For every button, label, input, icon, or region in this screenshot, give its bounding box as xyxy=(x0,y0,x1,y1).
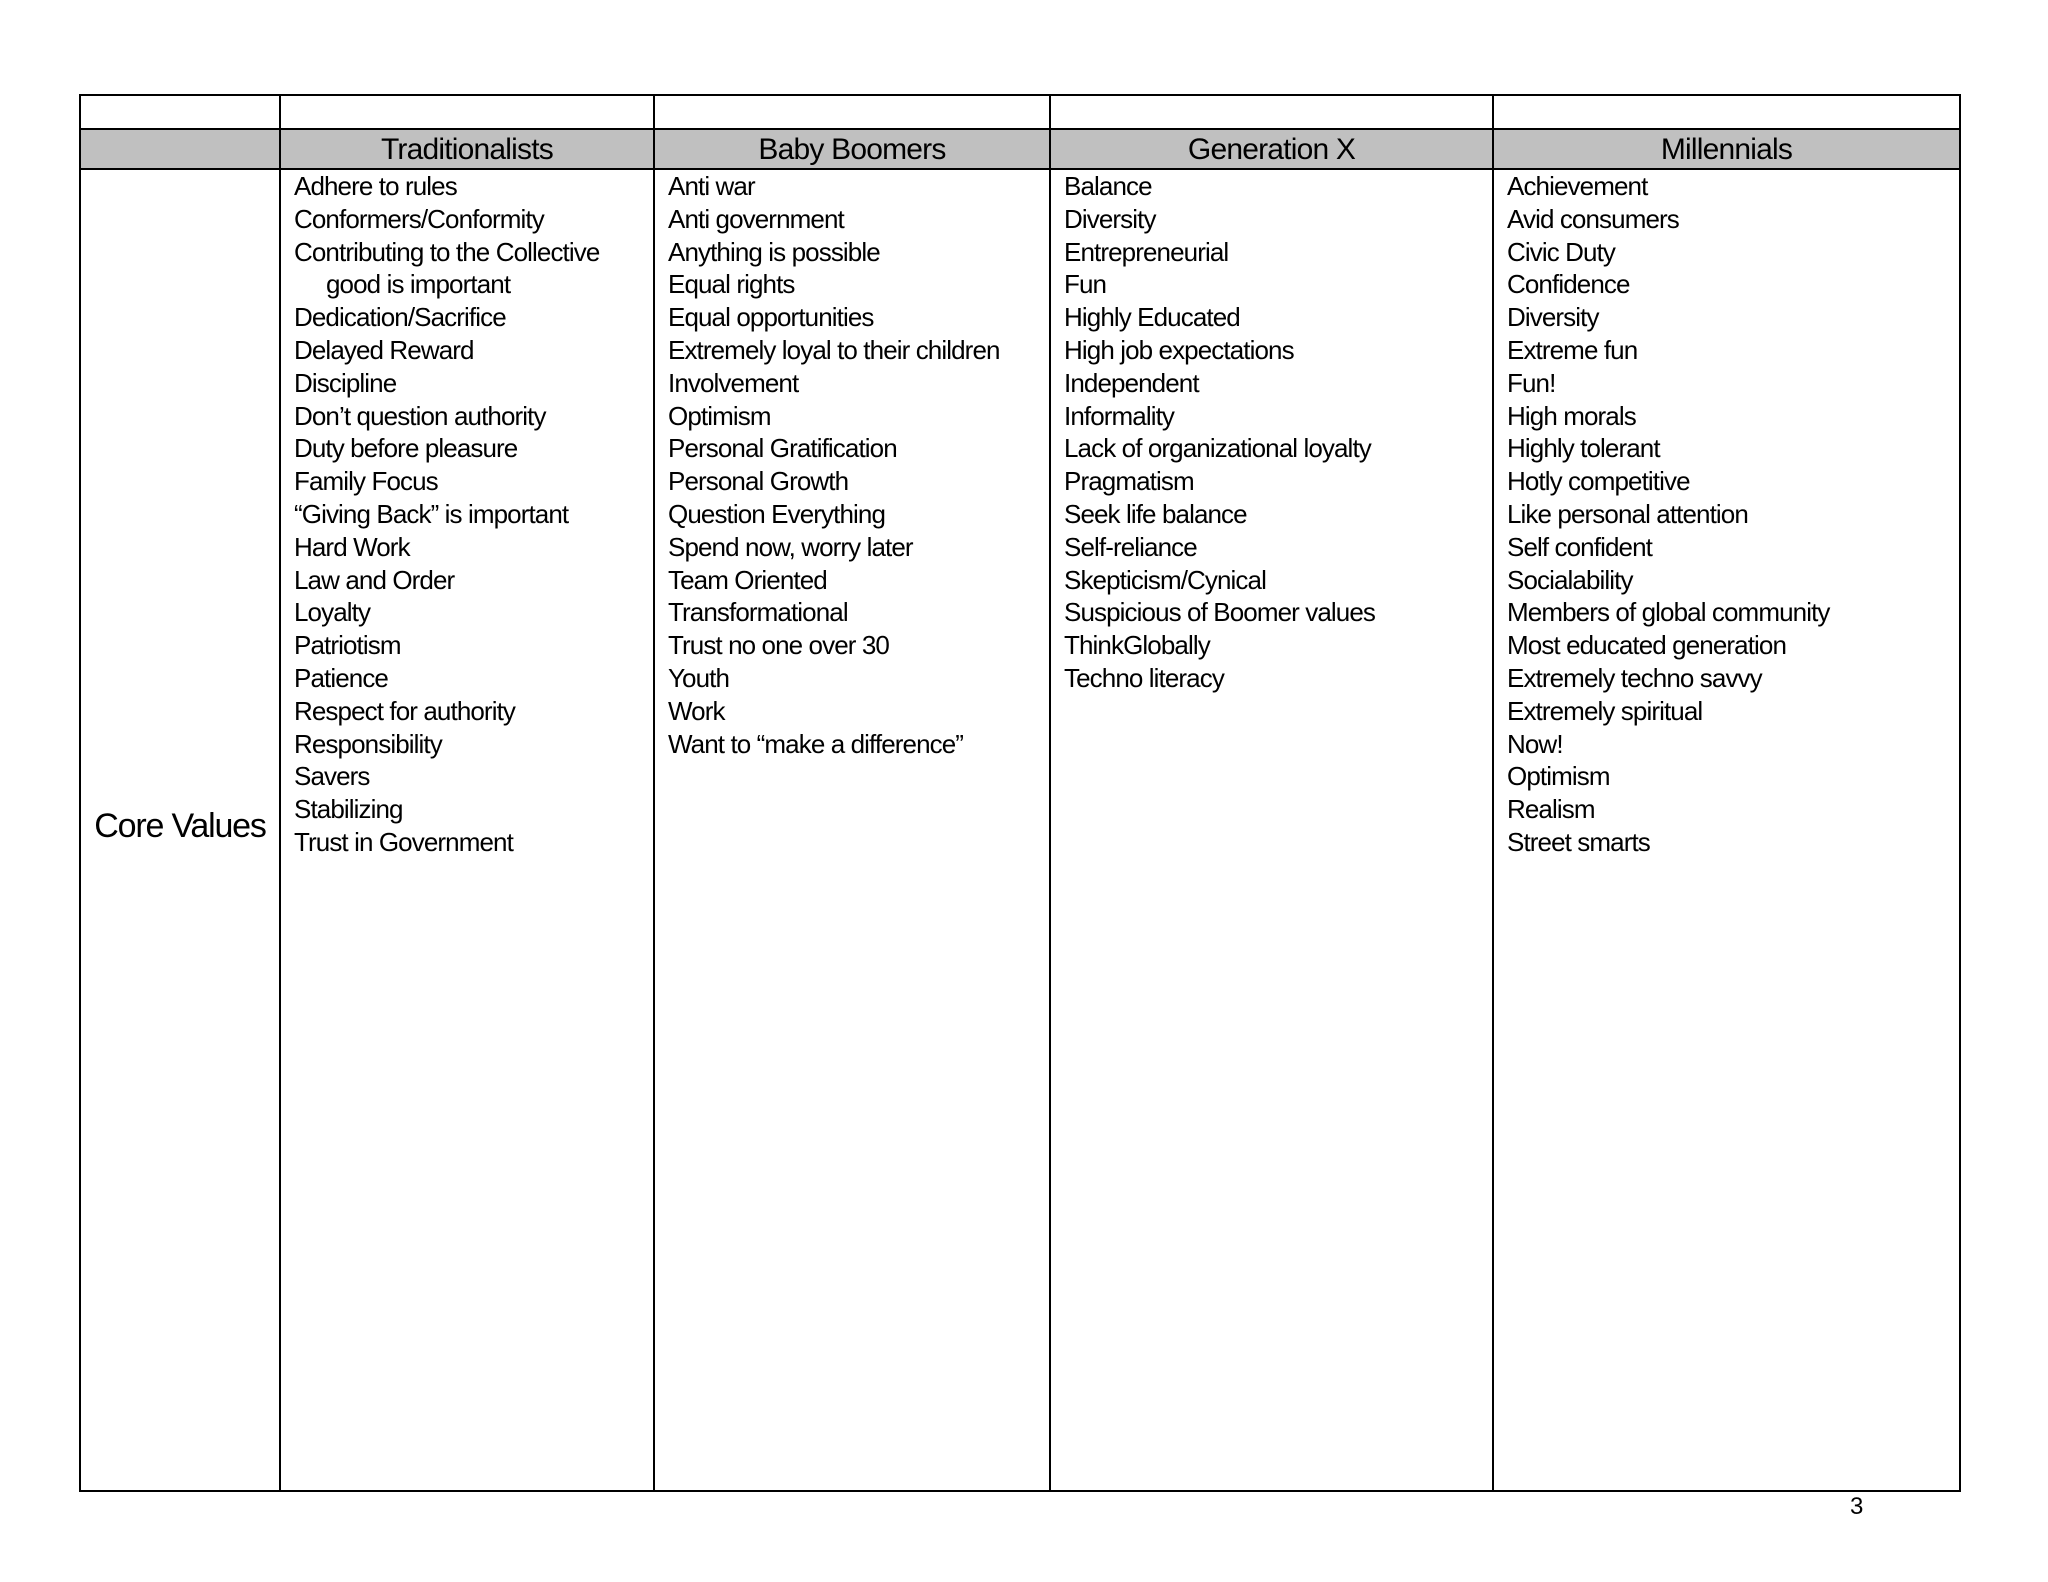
value-item: Fun xyxy=(1064,269,1107,300)
value-item: High morals xyxy=(1507,400,1636,431)
header-baby-boomers: Baby Boomers xyxy=(654,129,1050,169)
header-millennials: Millennials xyxy=(1493,129,1960,169)
baby-boomers-values xyxy=(655,170,1049,760)
header-generation-x: Generation X xyxy=(1050,129,1493,169)
value-item: High job expectations xyxy=(1064,334,1294,365)
value-item: Spend now, worry later xyxy=(668,531,913,562)
value-item: ThinkGlobally xyxy=(1064,630,1210,661)
generation-x-values xyxy=(1051,170,1492,695)
value-item: Involvement xyxy=(668,367,799,398)
value-item: Law and Order xyxy=(294,564,455,595)
blank-cell xyxy=(280,95,654,129)
value-item: Want to “make a difference” xyxy=(668,728,964,759)
value-item: Self confident xyxy=(1507,531,1652,562)
value-item: Delayed Reward xyxy=(294,334,474,365)
value-item: Conformers/Conformity xyxy=(294,203,544,234)
header-corner-cell xyxy=(80,129,280,169)
value-item: Informality xyxy=(1064,400,1175,431)
value-item: Diversity xyxy=(1064,203,1156,234)
core-values-row xyxy=(80,169,1960,1491)
value-item: Contributing to the Collective xyxy=(294,236,600,267)
value-item: Optimism xyxy=(668,400,771,431)
value-item: Question Everything xyxy=(668,498,886,529)
blank-top-row xyxy=(80,95,1960,129)
value-item: Entrepreneurial xyxy=(1064,236,1229,267)
value-item: Anti government xyxy=(668,203,844,234)
blank-cell xyxy=(1493,95,1960,129)
value-item: Highly Educated xyxy=(1064,302,1240,333)
generations-table xyxy=(79,94,1961,1492)
value-item: Highly tolerant xyxy=(1507,433,1660,464)
value-item: Extremely techno savvy xyxy=(1507,662,1762,693)
value-item: Realism xyxy=(1507,794,1595,825)
value-item: Street smarts xyxy=(1507,826,1650,857)
value-item: Like personal attention xyxy=(1507,498,1748,529)
value-item: good is important xyxy=(326,269,511,300)
value-item: Equal rights xyxy=(668,269,795,300)
value-item: Balance xyxy=(1064,171,1152,201)
value-item: Extreme fun xyxy=(1507,334,1638,365)
value-item: Now! xyxy=(1507,728,1563,759)
value-item: Savers xyxy=(294,761,370,792)
value-item: Dedication/Sacrifice xyxy=(294,302,506,333)
header-row xyxy=(80,129,1960,169)
value-item: Techno literacy xyxy=(1064,662,1224,693)
blank-cell xyxy=(654,95,1050,129)
value-item: Loyalty xyxy=(294,597,371,628)
value-item: Members of global community xyxy=(1507,597,1830,628)
value-item: Hard Work xyxy=(294,531,410,562)
value-item: Work xyxy=(668,695,725,726)
row-label-core-values: Core Values xyxy=(80,169,280,1491)
value-item: “Giving Back” is important xyxy=(294,498,569,529)
value-item: Anti war xyxy=(668,171,755,201)
value-item: Family Focus xyxy=(294,466,438,497)
millennials-values xyxy=(1494,170,1959,859)
value-item: Anything is possible xyxy=(668,236,880,267)
value-item: Fun! xyxy=(1507,367,1556,398)
value-item: Civic Duty xyxy=(1507,236,1616,267)
value-item: Independent xyxy=(1064,367,1199,398)
value-item: Extremely loyal to their children xyxy=(668,334,1000,365)
page-number: 3 xyxy=(1850,1493,1864,1520)
blank-cell xyxy=(80,95,280,129)
value-item: Extremely spiritual xyxy=(1507,695,1703,726)
value-item: Diversity xyxy=(1507,302,1599,333)
millennials-cell xyxy=(1493,169,1960,1491)
value-item: Equal opportunities xyxy=(668,302,874,333)
value-item: Don’t question authority xyxy=(294,400,546,431)
value-item: Patience xyxy=(294,662,388,693)
value-item: Confidence xyxy=(1507,269,1630,300)
value-item: Responsibility xyxy=(294,728,442,759)
value-item: Socialability xyxy=(1507,564,1633,595)
header-traditionalists: Traditionalists xyxy=(280,129,654,169)
value-item: Avid consumers xyxy=(1507,203,1679,234)
traditionalists-values xyxy=(281,170,653,859)
value-item: Hotly competitive xyxy=(1507,466,1690,497)
value-item: Discipline xyxy=(294,367,397,398)
value-item: Patriotism xyxy=(294,630,401,661)
value-item: Optimism xyxy=(1507,761,1610,792)
value-item: Trust in Government xyxy=(294,826,513,857)
value-item: Respect for authority xyxy=(294,695,515,726)
generation-x-cell xyxy=(1050,169,1493,1491)
value-item: Skepticism/Cynical xyxy=(1064,564,1266,595)
value-item: Lack of organizational loyalty xyxy=(1064,433,1371,464)
value-item: Trust no one over 30 xyxy=(668,630,889,661)
value-item: Stabilizing xyxy=(294,794,403,825)
value-item: Youth xyxy=(668,662,730,693)
value-item: Personal Gratification xyxy=(668,433,897,464)
value-item: Transformational xyxy=(668,597,848,628)
value-item: Suspicious of Boomer values xyxy=(1064,597,1375,628)
baby-boomers-cell xyxy=(654,169,1050,1491)
blank-cell xyxy=(1050,95,1493,129)
value-item: Achievement xyxy=(1507,171,1648,201)
value-item: Pragmatism xyxy=(1064,466,1194,497)
value-item: Duty before pleasure xyxy=(294,433,518,464)
value-item: Seek life balance xyxy=(1064,498,1247,529)
value-item: Team Oriented xyxy=(668,564,827,595)
value-item: Personal Growth xyxy=(668,466,849,497)
value-item: Most educated generation xyxy=(1507,630,1787,661)
value-item: Self-reliance xyxy=(1064,531,1197,562)
value-item: Adhere to rules xyxy=(294,171,457,201)
traditionalists-cell xyxy=(280,169,654,1491)
